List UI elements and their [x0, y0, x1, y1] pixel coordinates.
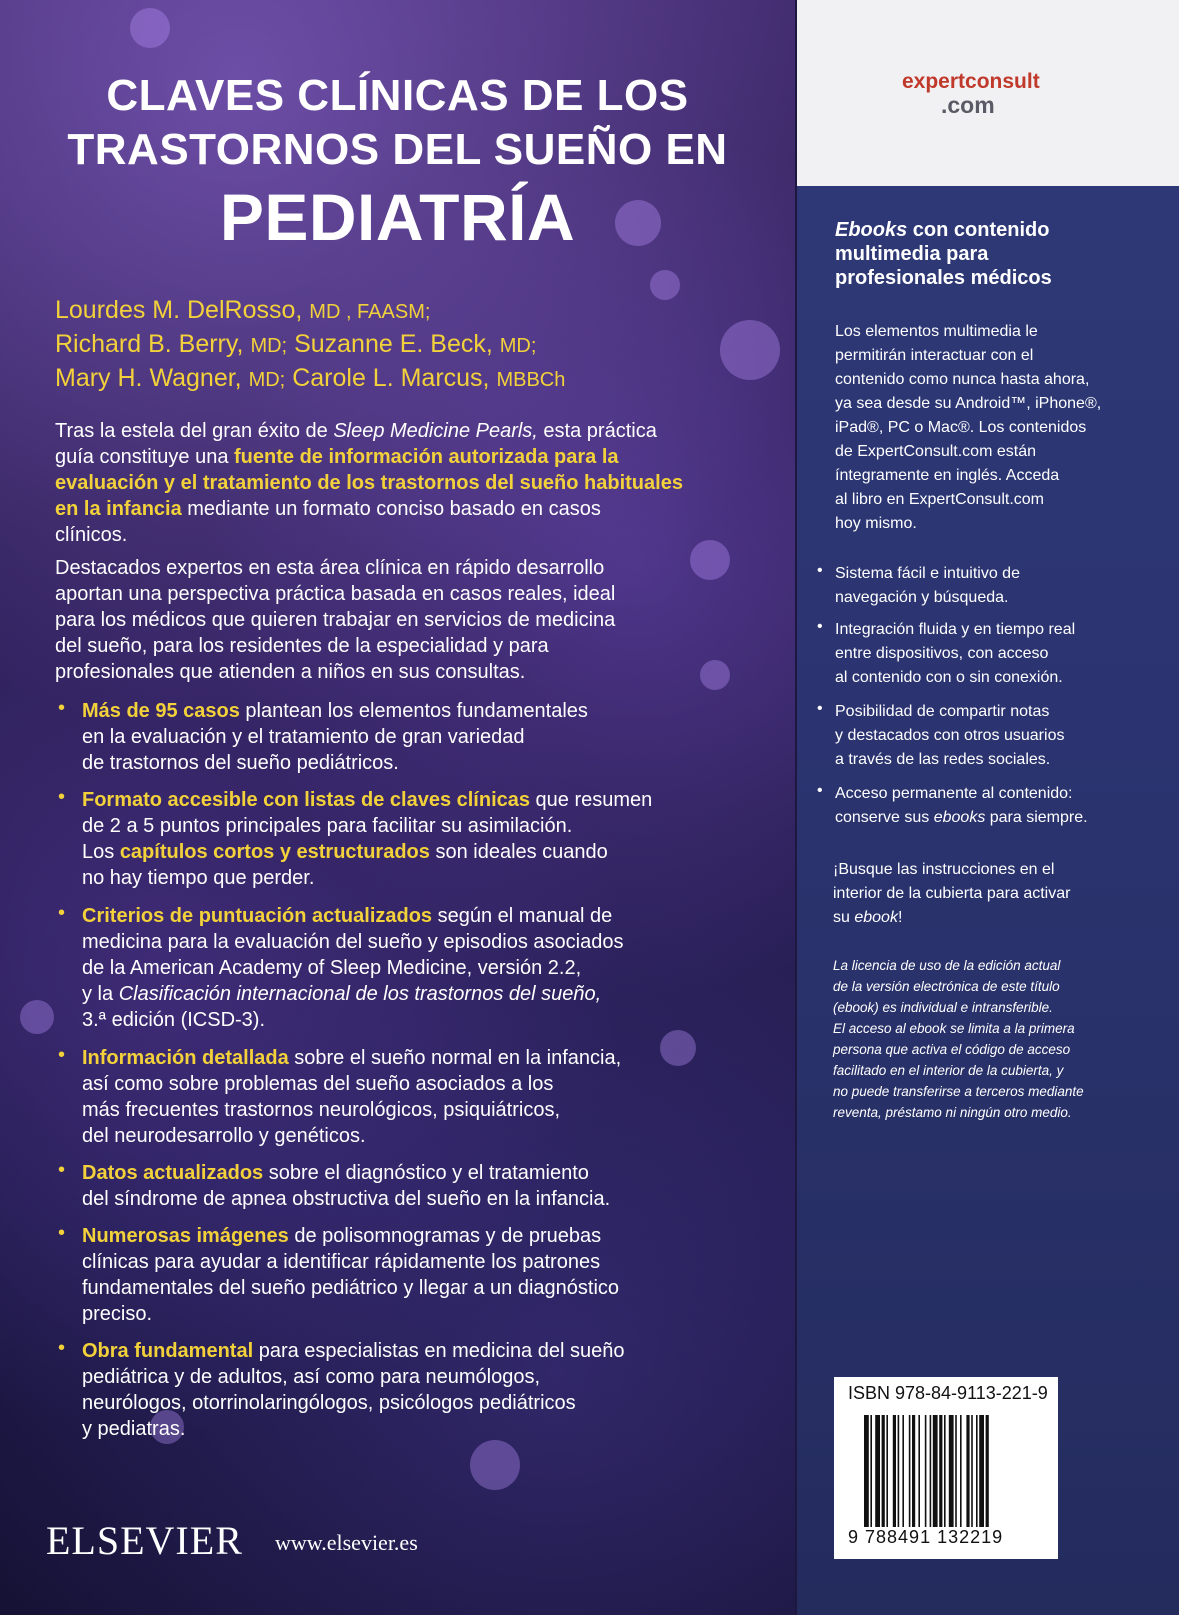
sidebar-bullet-3: [835, 700, 1064, 772]
text: reventa, préstamo ni ningún otro medio.: [833, 1105, 1072, 1120]
text: pediátrica y de adultos, así como para neumólogos,: [82, 1366, 541, 1388]
text: guía constituye una: [55, 446, 235, 468]
feature-bullet-6: [82, 1223, 619, 1327]
highlight: Datos actualizados: [82, 1162, 264, 1184]
text: !: [897, 909, 903, 926]
text: ¡Busque las instrucciones en el: [833, 861, 1055, 878]
author-name: Suzanne E. Beck,: [294, 330, 493, 358]
book-reference: Sleep Medicine Pearls,: [333, 420, 538, 442]
sidebar-description: [835, 320, 1101, 536]
text: contenido como nunca hasta ahora,: [835, 371, 1090, 388]
highlight: en la infancia: [55, 498, 182, 520]
text: hoy mismo.: [835, 515, 917, 532]
text: neurólogos, otorrinolaringólogos, psicólogos pediátricos: [82, 1392, 576, 1414]
text: de 2 a 5 puntos principales para facilitar su asimilación.: [82, 815, 573, 837]
text: navegación y búsqueda.: [835, 589, 1009, 606]
publisher-url: www.elsevier.es: [275, 1530, 418, 1555]
author-degree: MBBCh: [496, 369, 566, 391]
text: Integración fluida y en tiempo real: [835, 621, 1076, 638]
author-name: Carole L. Marcus,: [292, 364, 490, 392]
text: Los: [82, 841, 120, 863]
text: según el manual de: [432, 905, 613, 927]
text: en la evaluación y el tratamiento de gran variedad: [82, 726, 525, 748]
book-reference: Clasificación internacional de los trastornos del sueño,: [118, 983, 602, 1005]
text: permitirán interactuar con el: [835, 347, 1034, 364]
text: facilitado en el interior de la cubierta, y: [833, 1063, 1064, 1078]
text: para especialistas en medicina del sueño: [253, 1340, 625, 1362]
text: ebook: [854, 909, 898, 926]
text: profesionales médicos: [835, 267, 1052, 289]
feature-bullet-5: [82, 1160, 610, 1212]
highlight: evaluación y el tratamiento de los trastornos del sueño habituales: [55, 472, 683, 494]
author-name: Lourdes M. DelRosso,: [55, 296, 303, 324]
bullet-dot: •: [817, 700, 823, 717]
text: al libro en ExpertConsult.com: [835, 491, 1044, 508]
text: plantean los elementos fundamentales: [239, 700, 588, 722]
text: del sueño, para los residentes de la especialidad y para: [55, 635, 549, 657]
expertconsult-logo-box: [797, 0, 1179, 186]
author-degree: MD;: [499, 335, 537, 357]
feature-bullet-1: [82, 698, 588, 776]
highlight: Criterios de puntuación actualizados: [82, 905, 433, 927]
title-line-3: PEDIATRÍA: [219, 180, 576, 254]
text: de polisomnogramas y de pruebas: [288, 1225, 602, 1247]
author-degree: MD;: [248, 369, 286, 391]
title-line-2: TRASTORNOS DEL SUEÑO EN: [67, 125, 728, 174]
text: más frecuentes trastornos neurológicos, psiquiátricos,: [82, 1099, 561, 1121]
intro-paragraph-1: [55, 418, 683, 548]
text: La licencia de uso de la edición actual: [833, 958, 1061, 973]
sidebar-bullet-4: [835, 782, 1088, 830]
text: Posibilidad de compartir notas: [835, 703, 1050, 720]
text: no hay tiempo que perder.: [82, 867, 315, 889]
activation-call-to-action: [833, 858, 1070, 930]
publisher-logo: ELSEVIER: [46, 1518, 243, 1563]
text: su: [833, 909, 855, 926]
authors-line-3: [55, 361, 565, 397]
text: son ideales cuando: [429, 841, 608, 863]
title-line-1: CLAVES CLÍNICAS DE LOS: [106, 71, 689, 120]
text: del neurodesarrollo y genéticos.: [82, 1125, 366, 1147]
text: Ebooks: [835, 219, 908, 241]
feature-bullet-7: [82, 1338, 624, 1442]
bullet-dot: •: [817, 562, 823, 579]
text: y destacados con otros usuarios: [835, 727, 1065, 744]
text: (ebook) es individual e intransferible.: [833, 1000, 1053, 1015]
bullet-dot: •: [58, 1337, 66, 1359]
bullet-dot: •: [817, 782, 823, 799]
highlight: capítulos cortos y estructurados: [119, 841, 430, 863]
isbn-barcode-box: [834, 1377, 1058, 1559]
isbn-digits: 9 788491 132219: [848, 1527, 1004, 1547]
text: para los médicos que quieren trabajar en servicios de medicina: [55, 609, 616, 631]
bullet-dot: •: [58, 902, 66, 924]
text: clínicos.: [55, 524, 128, 546]
text: esta práctica: [537, 420, 657, 442]
text: interior de la cubierta para activar: [833, 885, 1071, 902]
expertconsult-logo-line-2: .com: [941, 92, 995, 118]
isbn-label: ISBN 978-84-9113-221-9: [848, 1383, 1048, 1403]
text: para siempre.: [985, 809, 1088, 826]
text: y pediatras.: [82, 1418, 186, 1440]
text: clínicas para ayudar a identificar rápidamente los patrones: [82, 1251, 601, 1273]
highlight: Obra fundamental: [82, 1340, 254, 1362]
text: medicina para la evaluación del sueño y episodios asociados: [82, 931, 624, 953]
bullet-dot: •: [58, 786, 66, 808]
text: del síndrome de apnea obstructiva del sueño en la infancia.: [82, 1188, 611, 1210]
authors-line-1: [55, 293, 430, 329]
text: Acceso permanente al contenido:: [835, 785, 1073, 802]
authors-line-2: [55, 327, 536, 363]
text: y la: [82, 983, 119, 1005]
text: de la versión electrónica de este título: [833, 979, 1060, 994]
text: profesionales que atienden a niños en sus consultas.: [55, 661, 526, 683]
text: íntegramente en inglés. Acceda: [835, 467, 1060, 484]
text: con contenido: [907, 219, 1050, 241]
expertconsult-sidebar: [797, 0, 1179, 1615]
text: persona que activa el código de acceso: [833, 1042, 1071, 1057]
text: conserve sus: [835, 809, 934, 826]
sidebar-bullet-2: [835, 618, 1075, 690]
text: de ExpertConsult.com están: [835, 443, 1036, 460]
text: sobre el diagnóstico y el tratamiento: [263, 1162, 589, 1184]
text: de trastornos del sueño pediátricos.: [82, 752, 399, 774]
bullet-dot: •: [58, 697, 66, 719]
text: entre dispositivos, con acceso: [835, 645, 1049, 662]
text: a través de las redes sociales.: [835, 751, 1051, 768]
feature-bullet-3: [82, 903, 623, 1033]
expertconsult-logo-line-1: expertconsult: [902, 70, 1040, 93]
highlight: Más de 95 casos: [82, 700, 240, 722]
text: multimedia para: [835, 243, 989, 265]
text: fundamentales del sueño pediátrico y llegar a un diagnóstico: [82, 1277, 620, 1299]
bullet-dot: •: [58, 1159, 66, 1181]
text: Destacados expertos en esta área clínica en rápido desarrollo: [55, 557, 605, 579]
highlight: Formato accesible con listas de claves clínicas: [82, 789, 530, 811]
text: preciso.: [82, 1303, 153, 1325]
author-name: Mary H. Wagner,: [55, 364, 242, 392]
highlight: Información detallada: [82, 1047, 289, 1069]
text: mediante un formato conciso basado en casos: [181, 498, 601, 520]
feature-bullet-2: [82, 787, 652, 891]
intro-paragraph-2: [55, 555, 615, 685]
bullet-dot: •: [58, 1222, 66, 1244]
text: Sistema fácil e intuitivo de: [835, 565, 1020, 582]
author-degree: MD;: [250, 335, 288, 357]
sidebar-heading: [835, 218, 1052, 290]
barcode-icon: [864, 1415, 1034, 1527]
text: no puede transferirse a terceros mediante: [833, 1084, 1084, 1099]
text: aportan una perspectiva práctica basada en casos reales, ideal: [55, 583, 616, 605]
highlight: Numerosas imágenes: [82, 1225, 289, 1247]
bullet-dot: •: [817, 618, 823, 635]
text: El acceso al ebook se limita a la primera: [833, 1021, 1075, 1036]
sidebar-bullet-1: [835, 562, 1020, 610]
license-notice: [833, 955, 1084, 1123]
text: 3.ª edición (ICSD-3).: [82, 1009, 266, 1031]
text: Tras la estela del gran éxito de: [55, 420, 334, 442]
feature-bullet-4: [82, 1045, 621, 1149]
bullet-dot: •: [58, 1044, 66, 1066]
text: así como sobre problemas del sueño asociados a los: [82, 1073, 554, 1095]
author-name: Richard B. Berry,: [55, 330, 244, 358]
highlight: fuente de información autorizada para la: [234, 446, 619, 468]
text: que resumen: [530, 789, 653, 811]
text: ya sea desde su Android™, iPhone®,: [835, 395, 1102, 412]
text: ebooks: [933, 809, 986, 826]
text: al contenido con o sin conexión.: [835, 669, 1063, 686]
text: sobre el sueño normal en la infancia,: [288, 1047, 622, 1069]
text: Los elementos multimedia le: [835, 323, 1038, 340]
text: de la American Academy of Sleep Medicine, versión 2.2,: [82, 957, 582, 979]
text: iPad®, PC o Mac®. Los contenidos: [835, 419, 1087, 436]
author-degree: MD , FAASM;: [309, 301, 431, 323]
